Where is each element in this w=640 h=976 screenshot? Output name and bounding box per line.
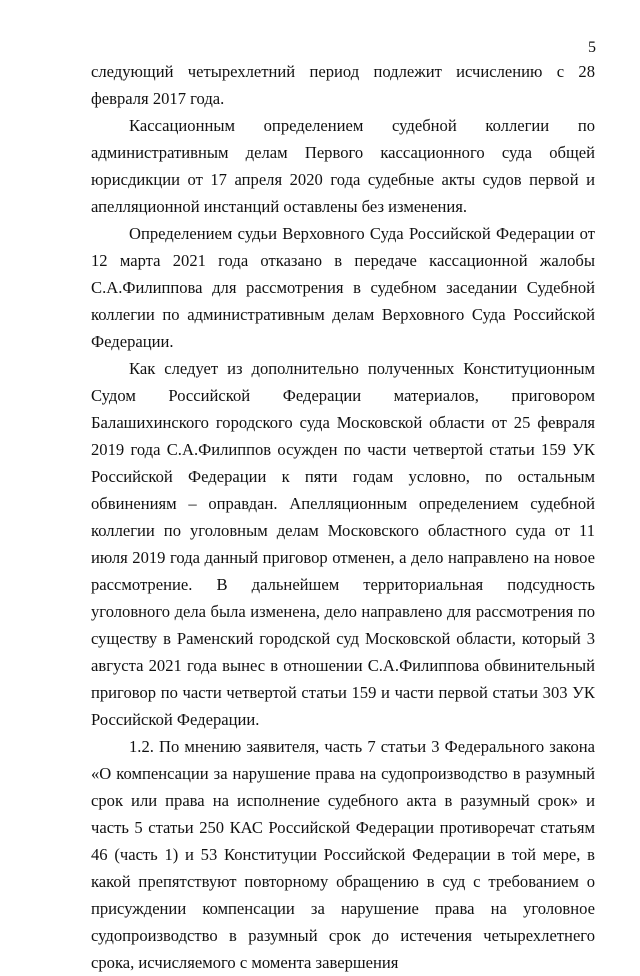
- paragraph-supreme-court-refusal: Определением судьи Верховного Суда Российской Федерации от 12 марта 2021 года отказано в передаче кассационной жалобы С.А.Филиппова для рассмотрения в судебном заседании Судебной коллегии по административным делам Верховного Суда Российской Федерации.: [91, 224, 595, 351]
- document-body: [91, 58, 595, 976]
- paragraph-cassation-ruling: Кассационным определением судебной коллегии по административным делам Первого кассационного суда общей юрисдикции от 17 апреля 2020 года судебные акты судов первой и апелляционной инстанций оставлены без изменения.: [91, 116, 595, 216]
- paragraph-continuation: следующий четырехлетний период подлежит исчислению с 28 февраля 2017 года.: [91, 62, 595, 108]
- paragraph-additional-materials: Как следует из дополнительно полученных Конституционным Судом Российской Федерации материалов, приговором Балашихинского городского суда Московской области от 25 февраля 2019 года С.А.Филиппов осужден по части четвертой статьи 159 УК Российской Федерации к пяти годам условно, по остальным обвинениям – оправдан. Апелляционным определением судебной коллегии по уголовным делам Московского областного суда от 11 июля 2019 года данный приговор отменен, а дело направлено на новое рассмотрение. В дальнейшем территориальная подсудность уголовного дела была изменена, дело направлено для рассмотрения по существу в Раменский городской суд Московской области, который 3 августа 2021 года вынес в отношении С.А.Филиппова обвинительный приговор по части четвертой статьи 159 и части первой статьи 303 УК Российской Федерации.: [91, 359, 595, 729]
- page-number: 5: [588, 39, 596, 56]
- paragraph-applicant-opinion: 1.2. По мнению заявителя, часть 7 статьи 3 Федерального закона «О компенсации за нарушение права на судопроизводство в разумный срок или права на исполнение судебного акта в разумный срок» и часть 5 статьи 250 КАС Российской Федерации противоречат статьям 46 (часть 1) и 53 Конституции Российской Федерации в той мере, в какой препятствуют повторному обращению в суд с требованием о присуждении компенсации за нарушение права на уголовное судопроизводство в разумный срок до истечения четырехлетнего срока, исчисляемого с момента завершения: [91, 737, 595, 972]
